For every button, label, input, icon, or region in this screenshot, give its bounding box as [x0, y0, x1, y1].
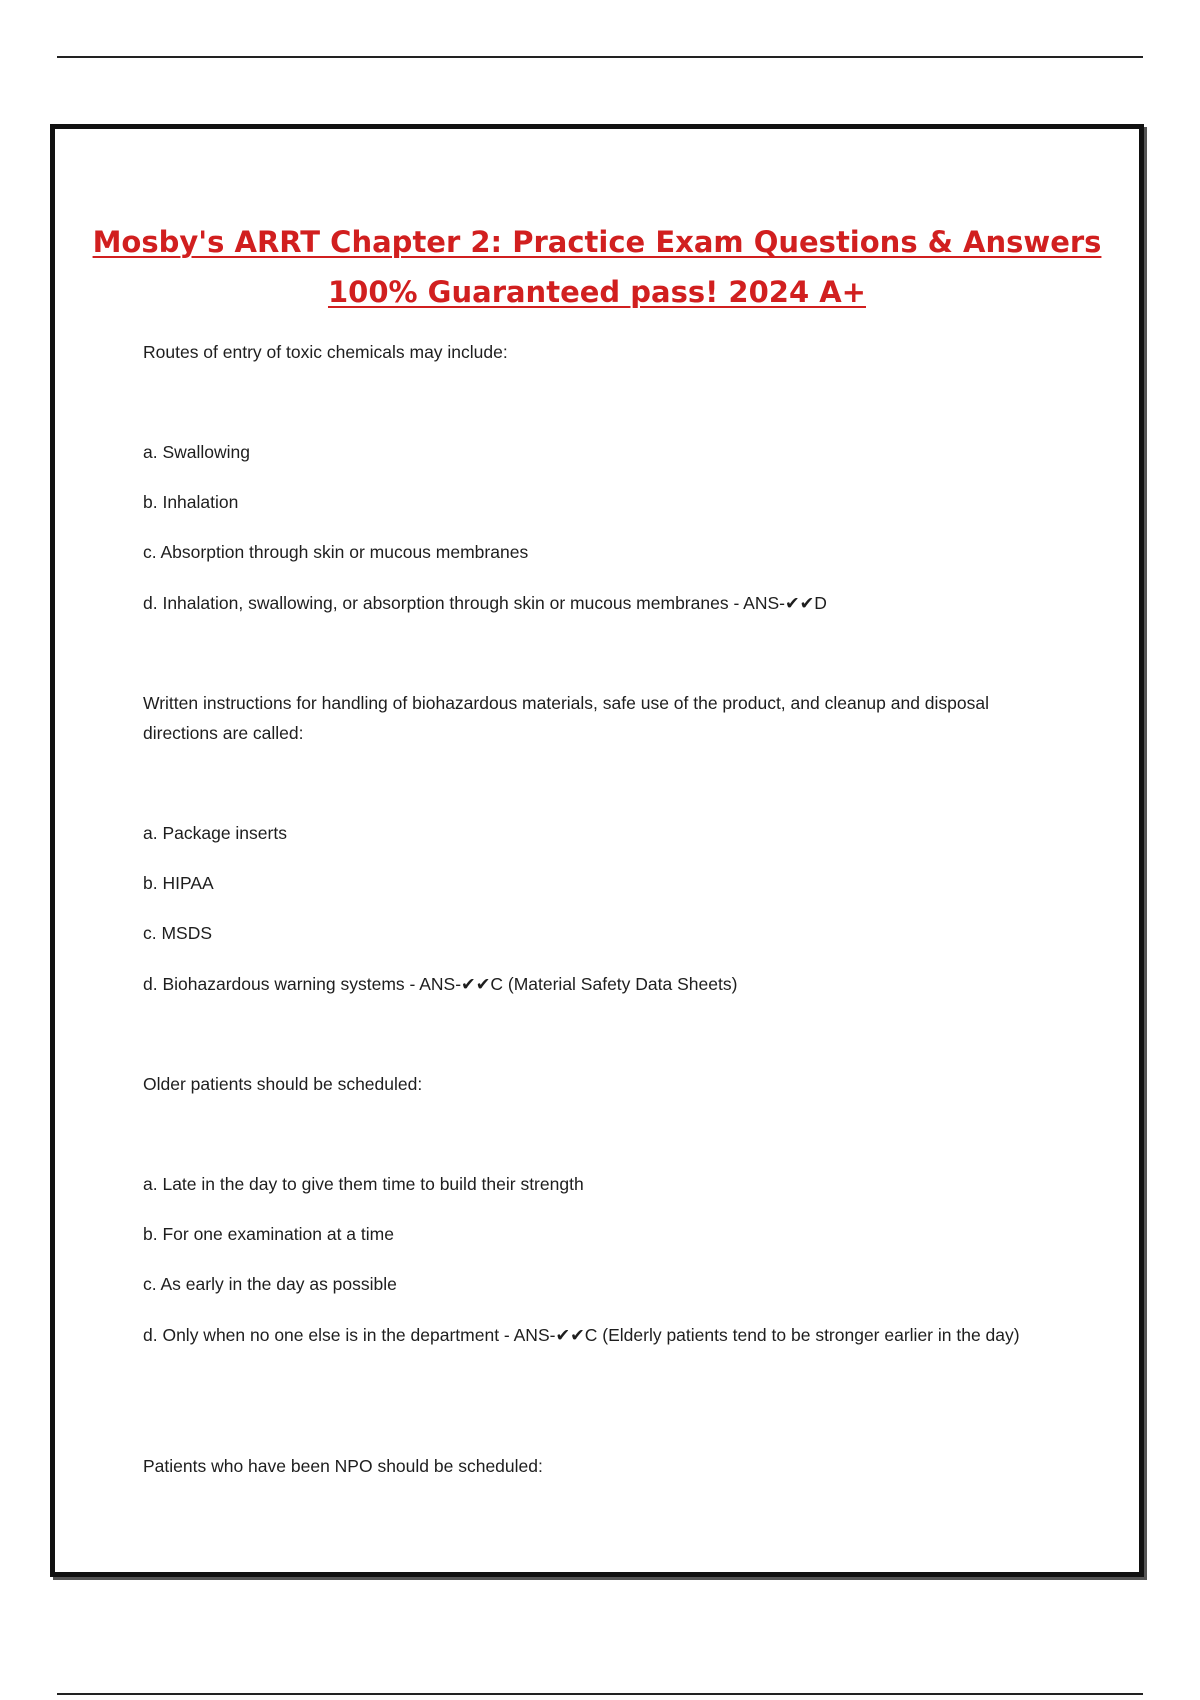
question-2-option-c: c. MSDS: [143, 923, 213, 943]
bottom-rule: [57, 1693, 1143, 1695]
document-title: [55, 217, 1139, 317]
question-3-option-a: a. Late in the day to give them time to build their strength: [143, 1174, 584, 1194]
question-1-option-a: a. Swallowing: [143, 442, 250, 462]
question-2-option-a: a. Package inserts: [143, 823, 287, 843]
question-1-option-b: b. Inhalation: [143, 492, 239, 512]
title-line-2: 100% Guaranteed pass! 2024 A+: [327, 275, 866, 309]
question-3-option-c: c. As early in the day as possible: [143, 1274, 397, 1294]
top-rule: [57, 56, 1143, 58]
question-2-prompt: Written instructions for handling of biohazardous materials, safe use of the product, and cleanup and disposal directions are called:: [143, 693, 990, 743]
question-2-option-d: d. Biohazardous warning systems - ANS-✔✔C (Material Safety Data Sheets): [143, 974, 738, 994]
title-line-1: Mosby's ARRT Chapter 2: Practice Exam Questions & Answers: [92, 225, 1102, 259]
question-3-option-d: d. Only when no one else is in the department - ANS-✔✔C (Elderly patients tend to be stronger earlier in the day): [143, 1325, 1020, 1345]
question-1-prompt: Routes of entry of toxic chemicals may include:: [143, 342, 508, 362]
question-1-option-c: c. Absorption through skin or mucous membranes: [143, 542, 529, 562]
document-frame: [50, 124, 1144, 1577]
question-1-option-d: d. Inhalation, swallowing, or absorption through skin or mucous membranes - ANS-✔✔D: [143, 593, 827, 613]
question-4-prompt: Patients who have been NPO should be scheduled:: [143, 1456, 543, 1476]
question-2-option-b: b. HIPAA: [143, 873, 214, 893]
question-3-option-b: b. For one examination at a time: [143, 1224, 394, 1244]
question-3-prompt: Older patients should be scheduled:: [143, 1074, 423, 1094]
